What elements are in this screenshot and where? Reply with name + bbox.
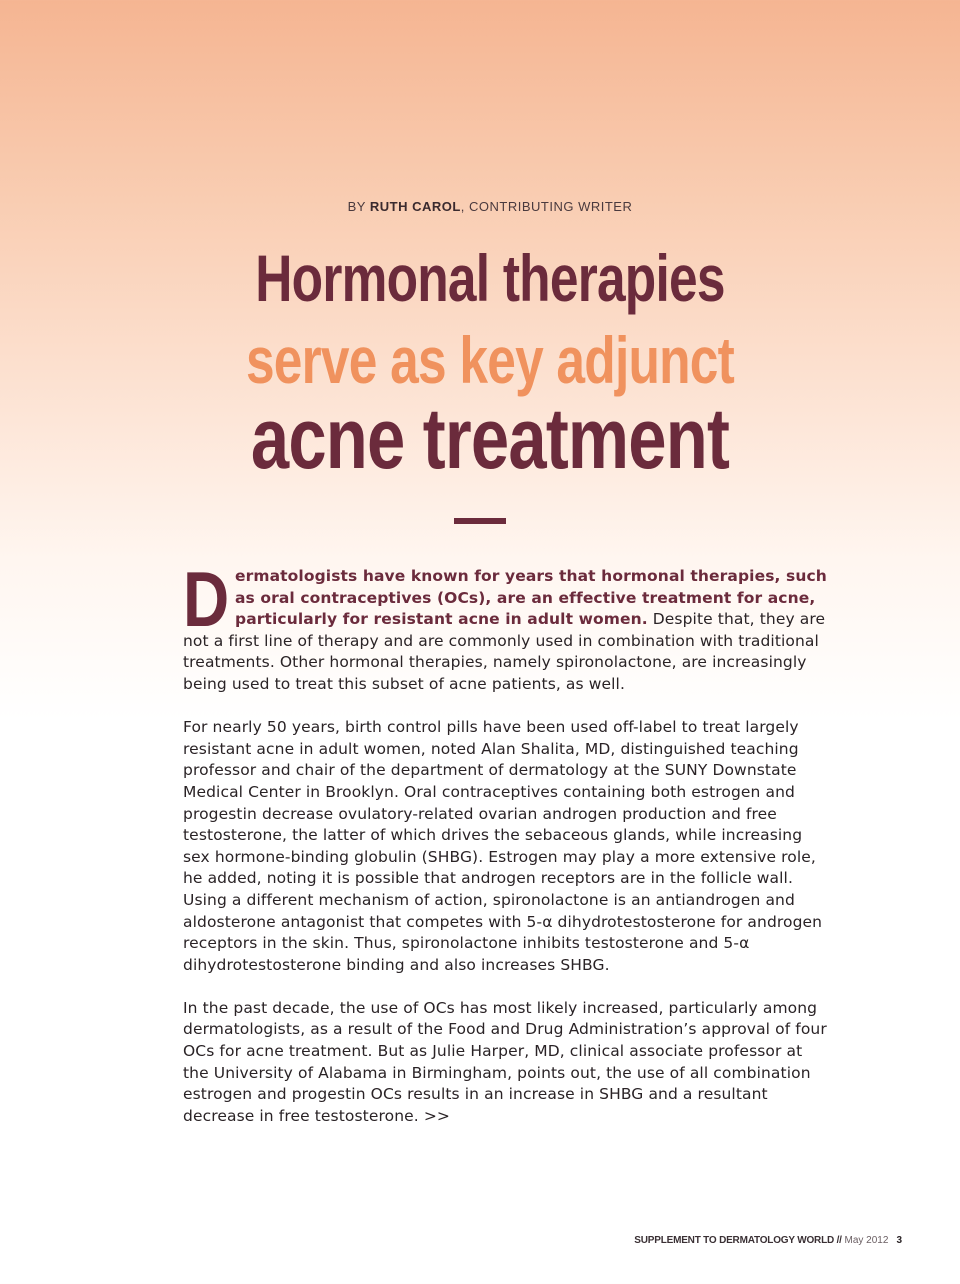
byline: [0, 199, 960, 214]
paragraph-3: In the past decade, the use of OCs has most likely increased, particularly among dermatologists, as a result of the Food and Drug Administration’s approval of four OCs for acne treatment. But as Julie Harper, MD, clinical associate professor at the University of Alabama in Birmingham, points out, the use of all combination estrogen and progestin OCs results in an increase in SHBG and a resultant decrease in free testosterone. >>: [183, 998, 827, 1125]
lead-sentence: ermatologists have known for years that hormonal therapies, such as oral contraceptives (OCs), are an effective treatment for acne, particularly for resistant acne in adult women.: [235, 567, 827, 629]
paragraph-1: [183, 555, 833, 696]
headline-line-3: acne treatment: [250, 391, 730, 487]
paragraph-1-text: Despite that, they are not a first line of therapy and are commonly used in combination with traditional treatments. Other hormonal therapies, namely spironolactone, are increasingly being used to treat this subset of acne patients, as well.: [183, 610, 826, 693]
footer-publication: SUPPLEMENT TO DERMATOLOGY WORLD //: [634, 1235, 842, 1246]
headline-divider: [454, 518, 506, 524]
headline-line-1: Hormonal therapies: [255, 241, 725, 315]
footer-date: May 2012: [841, 1235, 889, 1246]
byline-prefix: BY: [347, 199, 370, 214]
paragraph-2: For nearly 50 years, birth control pills have been used off-label to treat largely resistant acne in adult women, noted Alan Shalita, MD, distinguished teaching professor and chair of the department of dermatology at the SUNY Downstate Medical Center in Brooklyn. Oral contraceptives containing both estrogen and progestin decrease ovulatory-related ovarian androgen production and free testosterone, the latter of which drives the sebaceous glands, while increasing sex hormone-binding globulin (SHBG). Estrogen may play a more extensive role, he added, noting it is possible that androgen receptors are in the follicle wall. Using a different mechanism of action, spironolactone is an antiandrogen and aldosterone antagonist that competes with 5-α dihydrotestosterone for androgen receptors in the skin. Thus, spironolactone inhibits testosterone and 5-α dihydrotestosterone binding and also increases SHBG.: [183, 718, 823, 974]
page-footer: [634, 1235, 902, 1246]
headline-line-2: serve as key adjunct: [245, 323, 735, 397]
byline-role: , CONTRIBUTING WRITER: [460, 199, 633, 214]
article-body: [183, 555, 833, 1149]
byline-author: RUTH CAROL: [369, 199, 461, 214]
drop-cap: D: [183, 555, 230, 643]
page-number: 3: [896, 1235, 902, 1246]
